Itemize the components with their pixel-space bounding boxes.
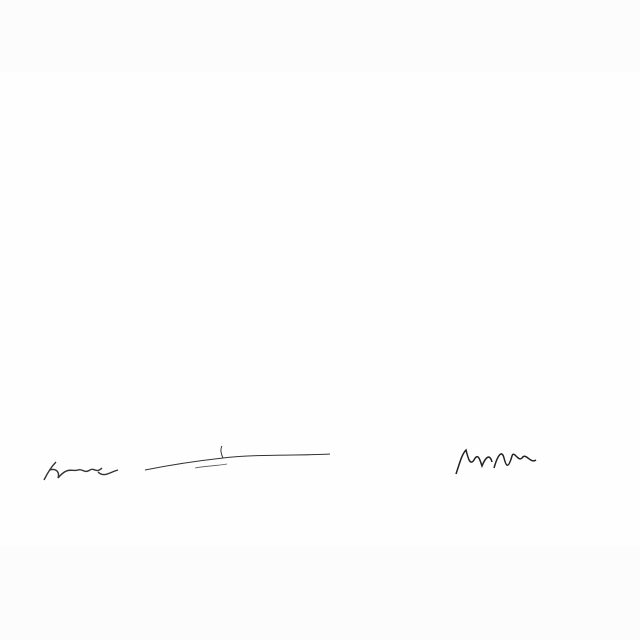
brand-bar-segment [331, 119, 354, 123]
tooth-pattern-bottom [0, 545, 640, 640]
top-pattern [0, 0, 640, 72]
instructor-signature [135, 444, 335, 474]
brand-color-bar [261, 119, 377, 123]
brand-bar-segment [354, 119, 377, 123]
brand-bar-segment [261, 119, 284, 123]
certificate-body [0, 72, 640, 545]
scientific-director-signature [452, 444, 542, 482]
organizer-signature [38, 452, 128, 492]
bottom-pattern [0, 545, 640, 640]
tooth-pattern-top [0, 0, 640, 72]
brand-bar-segment [284, 119, 307, 123]
brand-bar-segment [307, 119, 330, 123]
